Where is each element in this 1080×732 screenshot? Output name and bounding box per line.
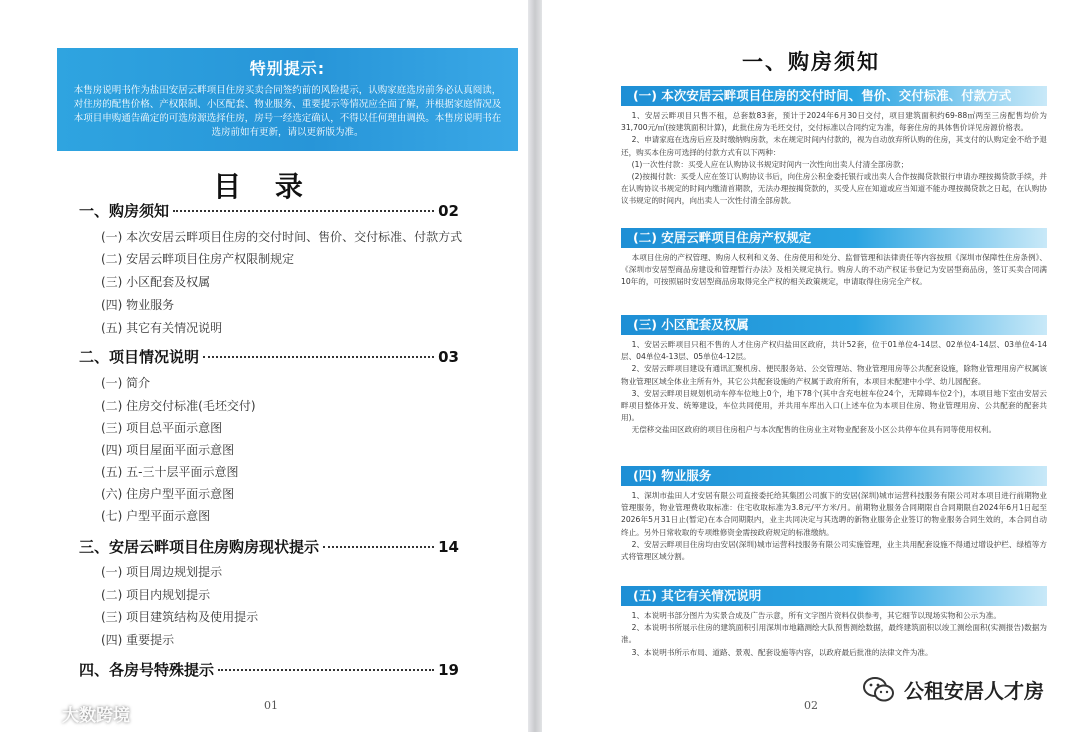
book-gutter — [528, 0, 542, 732]
wechat-icon — [862, 676, 896, 704]
toc-item[interactable]: (四) 项目屋面平面示意图 — [101, 443, 235, 457]
section-banner-5: (五) 其它有关情况说明 — [621, 586, 1047, 606]
paragraph: 无偿移交盐田区政府的项目住房租户与本次配售的住房业主对物业配套及小区公共停车位具有同等使用权利。 — [631, 425, 997, 435]
toc-chapter-1[interactable] — [79, 200, 459, 221]
toc-chapter-label: 四、各房号特殊提示 — [79, 661, 215, 679]
paragraph: 2、安居云畔项目住房均由安居(深圳)城市运营科技服务有限公司实施管理，业主共用配套设施不得通过增设护栏、绿植等方式将管理区域分割。 — [621, 539, 1047, 562]
section-banner-1: (一) 本次安居云畔项目住房的交付时间、售价、交付标准、付款方式 — [621, 86, 1047, 106]
watermark-right — [862, 675, 1044, 704]
toc-heading: 目 录 — [213, 170, 315, 203]
toc-page-number: 19 — [438, 661, 459, 679]
paragraph: 3、安居云畔项目规划机动车停车位地上0个，地下78个(其中含充电桩车位24个，无障碍车位2个)，本项目地下室由安居云畔项目整体开发、统筹建设，车位共同使用，并共用车库出入口(上述车位为本项目住房、物业管理用房、公共配套的配套共用)。 — [621, 388, 1047, 423]
toc-item[interactable]: (三) 项目总平面示意图 — [101, 421, 223, 435]
watermark-left — [8, 701, 130, 726]
page-title: 一、购房须知 — [742, 50, 880, 74]
toc-chapter-label: 三、安居云畔项目住房购房现状提示 — [79, 538, 320, 556]
notice-text: 本售房说明书作为盐田安居云畔项目住房买卖合同签约前的风险提示，认购家庭选房前务必认真阅读，对住房的配售价格、产权限制、小区配套、物业服务、重要提示等情况应全面了解，并根据家庭情况及本项目申购通告确定的可选房源选择住房，房号一经选定确认，不得以任何理由调换。本售房说明书在选房前如有更新，请以更新版为准。 — [73, 85, 502, 138]
toc-item[interactable]: (一) 简介 — [101, 376, 151, 390]
section-banner-2: (二) 安居云畔项目住房产权规定 — [621, 228, 1047, 248]
toc-item[interactable]: (二) 项目内规划提示 — [101, 588, 211, 602]
toc-item[interactable]: (三) 项目建筑结构及使用提示 — [101, 610, 259, 624]
watermark-right-text: 公租安居人才房 — [904, 679, 1044, 703]
toc-item[interactable]: (四) 重要提示 — [101, 633, 175, 647]
section-body-5 — [621, 610, 1047, 659]
toc-item[interactable]: (四) 物业服务 — [101, 298, 175, 312]
toc-page-number: 02 — [438, 202, 459, 220]
watermark-left-text: 大数跨境 — [62, 706, 130, 726]
toc-page-number: 14 — [438, 538, 459, 556]
left-page — [0, 0, 528, 732]
section-body-4 — [621, 490, 1047, 563]
paragraph: 1、本说明书部分图片为实景合成及广告示意，所有文字图片资料仅供参考，其它细节以现场实物和公示为准。 — [631, 611, 1001, 620]
paragraph: 1、安居云畔项目只租不售的人才住房产权归盐田区政府，共计52套，位于01单位4-14层、02单位4-14层、03单位4-14层、04单位4-13层、05单位4-12层。 — [621, 340, 1047, 362]
paragraph: 2、申请家庭在选房后应及时缴纳购房款，未在规定时间内付款的，视为自动放弃所认购的住房，其支付的认购定金不给予退还，购买本住房可选择的付款方式有以下两种： — [621, 135, 1047, 157]
page-number-left: 01 — [264, 699, 278, 712]
watermark-logo-icon — [8, 703, 56, 725]
toc-chapter-2[interactable] — [79, 346, 459, 367]
toc-item[interactable]: (一) 本次安居云畔项目住房的交付时间、售价、交付标准、付款方式 — [101, 230, 463, 244]
toc-item[interactable]: (五) 五-三十层平面示意图 — [101, 465, 239, 479]
notice-title: 特别提示: — [249, 59, 326, 78]
toc-item[interactable]: (二) 安居云畔项目住房产权限制规定 — [101, 252, 295, 266]
paragraph: 1、安居云畔项目只售不租，总套数83套，预计于2024年6月30日交付，项目建筑面积约69-88㎡两至三房配售均价为31,700元/㎡(按建筑面积计算)，此批住房为毛坯交付，交付标准以合同约定为准，每套住房的具体售价详见房源价格表。 — [621, 111, 1047, 133]
paragraph: 本项目住房的产权管理、购房人权利和义务、住房使用和处分、监督管理和法律责任等内容按照《深圳市保障性住房条例》、《深圳市安居型商品房建设和管理暂行办法》及相关规定执行。购房人的不动产权证书登记为安居型商品房，签订买卖合同满10年的，可按照届时安居型商品房取得完全产权的相关政策规定，申请取得住房完全产权。 — [621, 253, 1047, 287]
toc-chapter-3[interactable] — [79, 536, 459, 557]
paragraph: 1、深圳市盐田人才安居有限公司直接委托给其集团公司旗下的安居(深圳)城市运营科技服务有限公司对本项目进行前期物业管理服务，物业管理费收取标准：住宅收取标准为3.8元/平方米/月。前期物业服务合同期限自合同期限自2024年6月1日起至2026年5月31日止(暂定)在本合同期限内，业主共同决定与其选聘的新物业服务企业签订的物业服务合同生效的，本合同自动终止。另外日常收取的专项维修资金需按政府规定的标准缴纳。 — [621, 491, 1047, 537]
toc-leader — [218, 669, 434, 671]
section-banner-4: (四) 物业服务 — [621, 466, 1047, 486]
paragraph: 2、安居云畔项目建设有通讯汇聚机房、便民服务站、公交管理站、物业管理用房等公共配套设施，除物业管理用房产权属该物业管理区域全体业主所有外，其它公共配套设施的产权属于政府所有，本项目未配建中小学、幼儿园配套。 — [621, 364, 1047, 386]
paragraph: (2)按揭付款：买受人应在签订认购协议书后，向住房公积金委托银行或出卖人合作按揭贷款银行申请办理按揭贷款手续，并在认购协议书规定的时间内缴清首期款，无法办理按揭贷款的，买受人应在知道或应当知道不能办理按揭贷款之日起，在认购协议书规定的时间内，向出卖人一次性付清全部房款。 — [621, 172, 1047, 206]
section-body-3 — [621, 339, 1047, 437]
toc-item[interactable]: (六) 住房户型平面示意图 — [101, 487, 235, 501]
section-body-1 — [621, 110, 1047, 208]
paragraph: (1)一次性付款：买受人应在认购协议书规定时间内一次性向出卖人付清全部房款； — [631, 159, 909, 169]
toc-item[interactable]: (二) 住房交付标准(毛坯交付) — [101, 399, 256, 413]
toc-chapter-label: 一、购房须知 — [79, 202, 170, 220]
paragraph: 2、本说明书所展示住房的建筑面积引用深圳市地籍测绘大队预售测绘数据，最终建筑面积以竣工测绘面积(实测报告)数据为准。 — [621, 623, 1047, 645]
toc-page-number: 03 — [438, 348, 459, 366]
toc-item[interactable]: (五) 其它有关情况说明 — [101, 321, 223, 335]
toc-leader — [323, 546, 434, 548]
toc-item[interactable]: (三) 小区配套及权属 — [101, 275, 211, 289]
paragraph: 3、本说明书所示布局、道路、景观、配套设施等内容，以政府最后批准的法律文件为准。 — [631, 647, 933, 657]
page-number-right: 02 — [804, 699, 818, 712]
section-banner-3: (三) 小区配套及权属 — [621, 315, 1047, 335]
toc-item[interactable]: (七) 户型平面示意图 — [101, 509, 211, 523]
special-notice-box — [57, 48, 518, 151]
toc-chapter-4[interactable] — [79, 659, 459, 680]
toc-leader — [203, 356, 434, 358]
section-body-2 — [621, 252, 1047, 289]
right-page — [542, 0, 1080, 732]
toc-item[interactable]: (一) 项目周边规划提示 — [101, 565, 223, 579]
toc-chapter-label: 二、项目情况说明 — [79, 348, 200, 366]
toc-leader — [173, 210, 434, 212]
